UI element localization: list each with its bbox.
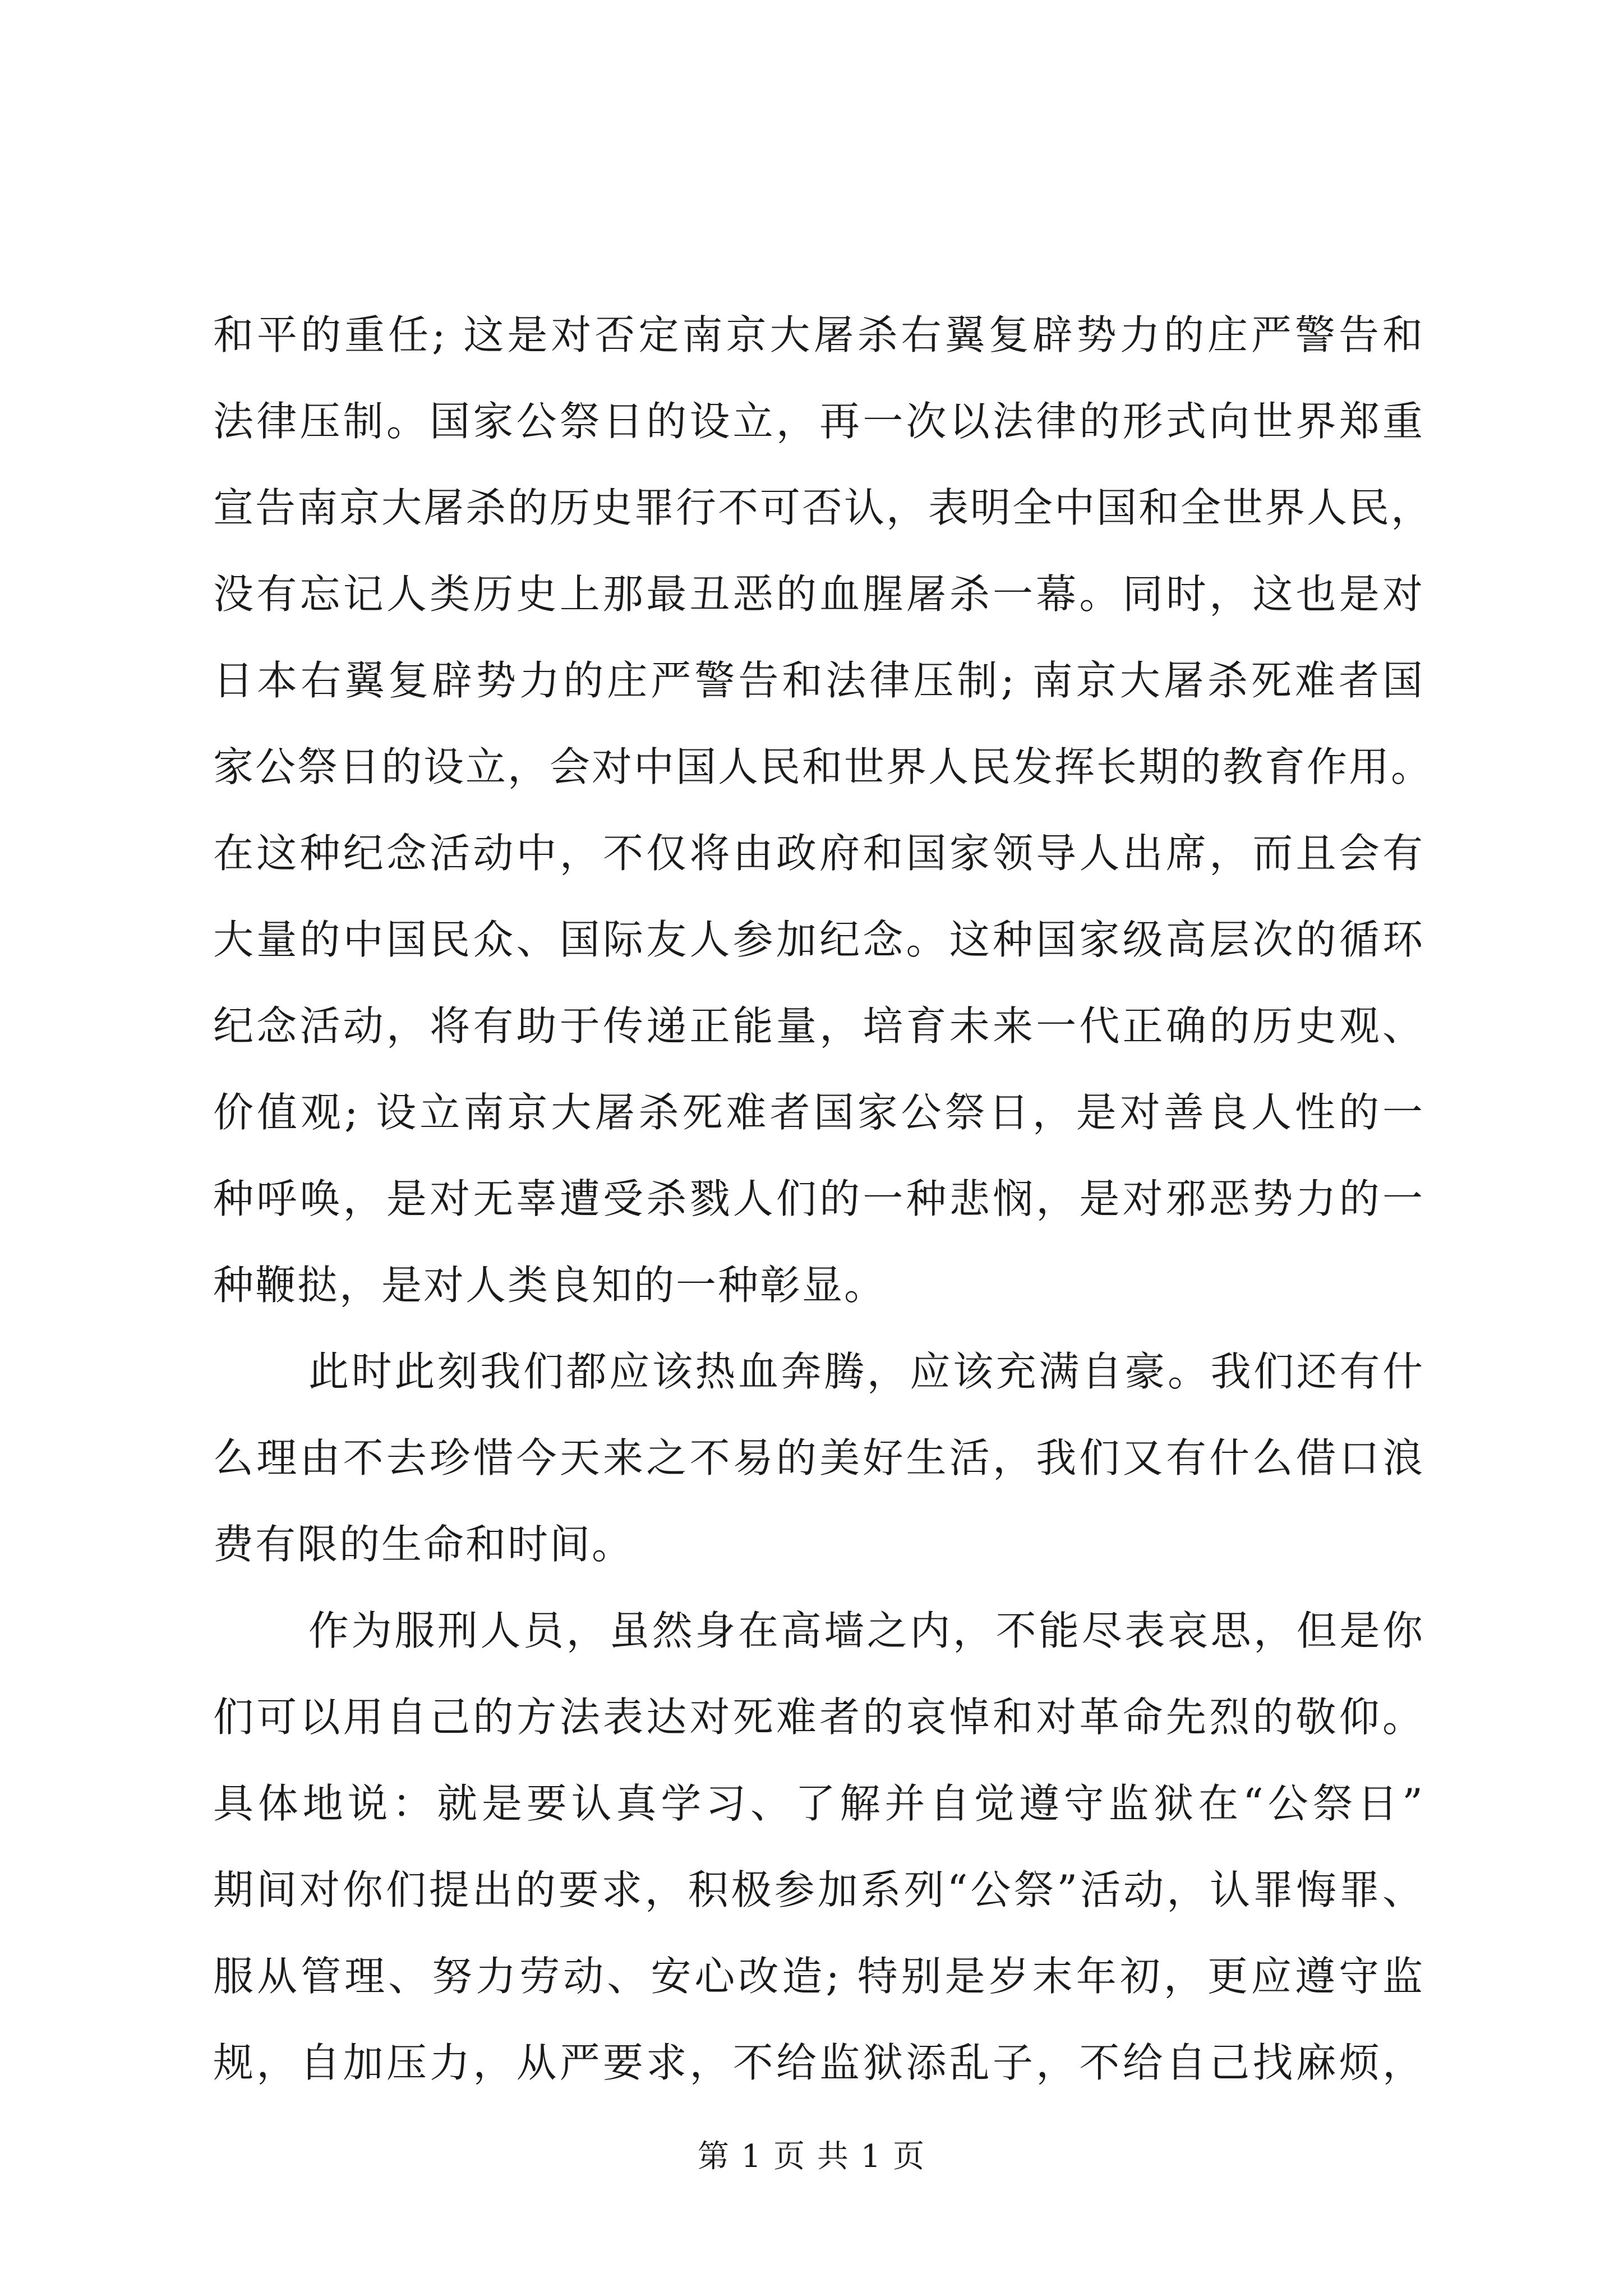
paragraph-first-line: 此时此刻我们都应该热血奔腾，应该充满自豪。我们还有什 bbox=[308, 1348, 1424, 1395]
text-line: 种呼唤，是对无辜遭受杀戮人们的一种悲悯，是对邪恶势力的一 bbox=[213, 1175, 1424, 1222]
text-line: 家公祭日的设立，会对中国人民和世界人民发挥长期的教育作用。 bbox=[213, 743, 1433, 790]
text-line: 们可以用自己的方法表达对死难者的哀悼和对革命先烈的敬仰。 bbox=[213, 1694, 1424, 1741]
text-line: 服从管理、努力劳动、安心改造; 特别是岁末年初，更应遵守监 bbox=[213, 1953, 1424, 2000]
text-line: 法律压制。国家公祭日的设立，再一次以法律的形式向世界郑重 bbox=[213, 398, 1424, 445]
text-line: 规，自加压力，从严要求，不给监狱添乱子，不给自己找麻烦， bbox=[213, 2039, 1424, 2086]
text-line: 日本右翼复辟势力的庄严警告和法律压制; 南京大屠杀死难者国 bbox=[213, 657, 1424, 704]
text-line: 宣告南京大屠杀的历史罪行不可否认，表明全中国和全世界人民， bbox=[213, 484, 1433, 531]
text-line: 具体地说：就是要认真学习、了解并自觉遵守监狱在“公祭日” bbox=[213, 1780, 1424, 1827]
text-line: 大量的中国民众、国际友人参加纪念。这种国家级高层次的循环 bbox=[213, 916, 1424, 963]
text-line: 纪念活动，将有助于传递正能量，培育未来一代正确的历史观、 bbox=[213, 1002, 1424, 1050]
text-line: 种鞭挞，是对人类良知的一种彰显。 bbox=[213, 1262, 887, 1309]
page-number-footer: 第 1 页 共 1 页 bbox=[697, 2138, 926, 2175]
text-line: 在这种纪念活动中，不仅将由政府和国家领导人出席，而且会有 bbox=[213, 830, 1424, 877]
text-line: 价值观; 设立南京大屠杀死难者国家公祭日，是对善良人性的一 bbox=[213, 1089, 1424, 1136]
text-line: 么理由不去珍惜今天来之不易的美好生活，我们又有什么借口浪 bbox=[213, 1434, 1424, 1481]
text-line: 费有限的生命和时间。 bbox=[213, 1521, 634, 1568]
document-body bbox=[213, 292, 1433, 2106]
paragraph-first-line: 作为服刑人员，虽然身在高墙之内，不能尽表哀思，但是你 bbox=[308, 1607, 1424, 1654]
text-line: 没有忘记人类历史上那最丑恶的血腥屠杀一幕。同时，这也是对 bbox=[213, 570, 1424, 618]
text-line: 和平的重任; 这是对否定南京大屠杀右翼复辟势力的庄严警告和 bbox=[213, 311, 1424, 358]
text-line: 期间对你们提出的要求，积极参加系列“公祭”活动，认罪悔罪、 bbox=[213, 1866, 1424, 1913]
